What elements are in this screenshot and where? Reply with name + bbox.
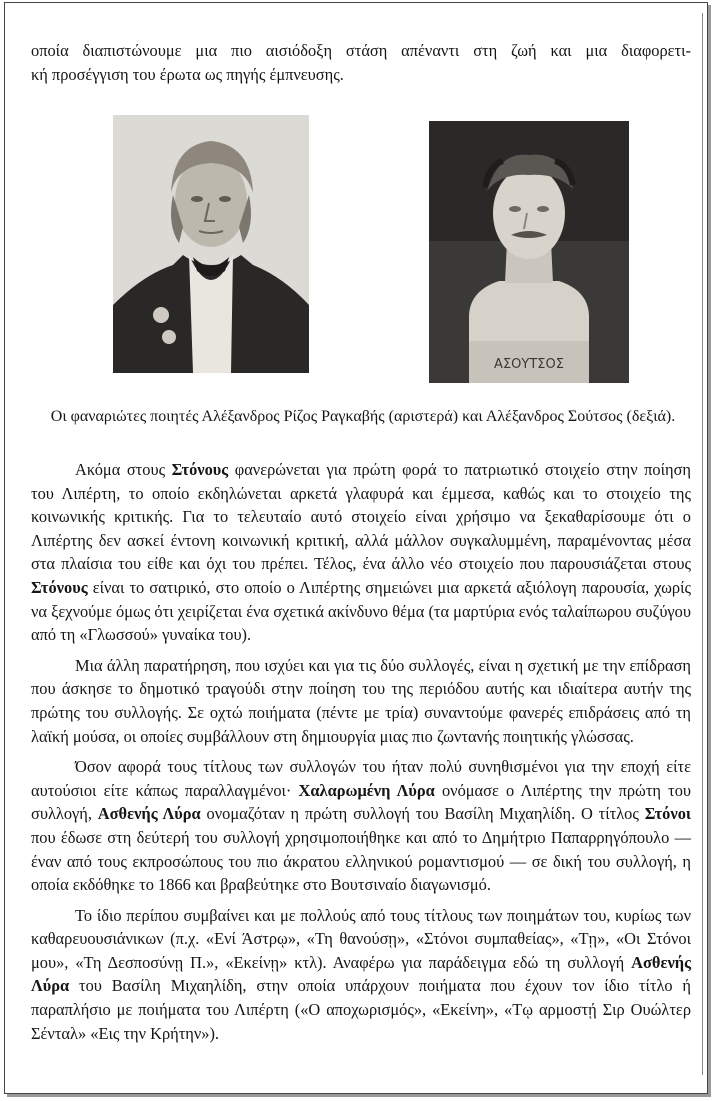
bust-soutsos-engraving (429, 121, 629, 383)
figure-caption: Οι φαναριώτες ποιητές Αλέξανδρος Ρίζος Ραγκαβής (αριστερά) και Αλέξανδρος Σούτσος (δεξιά). (50, 408, 676, 425)
portrait-figures (5, 115, 709, 385)
paragraph-1 (31, 458, 691, 647)
p4-bold-title-1: Ασθενής Λύρα (31, 952, 691, 996)
p4-text-c: του Βασίλη Μιχαηλίδη, στην οποία υπάρχουν ποιήματα που έχουν τον ίδιο τίτλο ή παραπλήσιο με ποιήματα του Λιπέρτη («Ο αποχωρισμός», «Εκείνη», «Τῳ αρμοστῄ Σιρ Ουώλτερ Σένταλ» «Εις την Κρήτην»). (31, 976, 691, 1043)
p3-text-a: Όσον αφορά τους τίτλους των συλλογών του ήταν πολύ συνηθισμένοι για την εποχή είτε αυτούσιοι είτε κάπως παραλλαγμένοι· (31, 757, 691, 800)
intro-line-1: οποία διαπιστώνουμε μια πιο αισιόδοξη στάση απέναντι στη ζωή και μια διαφορετι- (31, 41, 691, 60)
p3-text-e: που έδωσε στη δεύτερή του συλλογή χρησιμοποιήθηκε και από το Δημήτριο Παπαρρηγόπουλο — έναν από τους εκπροσώπους του πιο άκρατου ελληνικού ρομαντισμού — σε δική του συλλογή, η οποία εκδόθηκε το 1866 και βραβεύτηκε στο Βουτσιναίο διαγωνισμό. (31, 827, 691, 895)
p3-bold-title-2: Ασθενής Λύρα (97, 804, 201, 824)
p3-bold-title-3: Στόνοι (644, 804, 691, 824)
p1-text-d: είναι το σατιρικό, στο οποίο ο Λιπέρτης σημειώνει μια αρκετά αξιόλογη παρουσία, χωρίς να ξεχνούμε όμως ότι χειρίζεται ένα σχετικά ακίνδυνο θέμα (τα μαρτύρια ενός ταλαίπωρου συζύγου από τη «Γλωσσού» γυναίκα του). (31, 577, 691, 645)
p1-bold-stonous-1: Στόνους (171, 460, 229, 479)
intro-line-2: κή προσέγγιση του έρωτα ως πηγής έμπνευσης. (31, 64, 344, 84)
bust-inscription: ΑΣΟΥΤΣΟΣ (494, 357, 564, 372)
p1-bold-stonous-2: Στόνους (31, 577, 88, 597)
p3-text-d: ονομαζόταν η πρώτη συλλογή του Βασίλη Μιχαηλίδη. Ο τίτλος (200, 804, 645, 824)
bust-soutsos (429, 121, 629, 383)
p1-text-c: φανερώνεται για πρώτη φορά το πατριωτικό στοιχείο στην ποίηση του Λιπέρτη, το οποίο εκδηλώνεται αρκετά γλαφυρά και έμμεσα, καθώς και το στοιχείο της κοινωνικής κριτικής. Για το τελευταίο αυτό στοιχείο είναι χρήσιμο να ξεκαθαρίσουμε ότι ο Λιπέρτης δεν ασκεί έντονη κοινωνική κριτική, αλλά μάλλον συγκαλυμμένη, παραμένοντας μέσα στα πλαίσια του είθε και όχι του πρέπει. Τέλος, ένα άλλο νέο στοιχείο που παρουσιάζεται στους (31, 460, 691, 574)
portrait-ragkavis (113, 115, 309, 373)
p3-bold-title-1: Χαλαρωμένη Λύρα (298, 780, 435, 800)
paragraph-4 (31, 904, 691, 1046)
paragraph-2: Μια άλλη παρατήρηση, που ισχύει και για τις δύο συλλογές, είναι η σχετική με την επίδραση που άσκησε το δημοτικό τραγούδι στην ποίηση του της περιόδου αυτής και ιδιαίτερα αυτήν της πρώτης του συλλογής. Σε οχτώ ποιήματα (πέντε με τρία) συναντούμε φανερές επιδράσεις από τη λαϊκή μούσα, οι οποίες συμβάλλουν στη δημιουργία μιας πιο ζωντανής ποιητικής γλώσσας. (31, 655, 691, 746)
paragraph-3 (31, 755, 691, 897)
intro-paragraph (31, 39, 691, 86)
document-page (4, 2, 708, 1094)
p1-text-a: Ακόμα στους (75, 460, 172, 479)
p3-text-c: ονόμασε ο Λιπέρτης την πρώτη του συλλογή, (31, 780, 692, 824)
p4-text-a: Το ίδιο περίπου συμβαίνει και με πολλούς από τους τίτλους των ποιημάτων του, κυρίως των καθαρευουσιάνικων (π.χ. «Ενί Άστρῳ», «Τη θανούσῃ», «Στόνοι συμπαθείας», «Τῃ», «Οι Στόνοι μου», «Τη Δεσποσύνῃ Π.», «Εκείνῃ» κτλ). Αναφέρω για παράδειγμα εδώ τη συλλογή (31, 905, 691, 972)
body-text (31, 458, 691, 1052)
portrait-ragkavis-engraving (113, 115, 309, 373)
